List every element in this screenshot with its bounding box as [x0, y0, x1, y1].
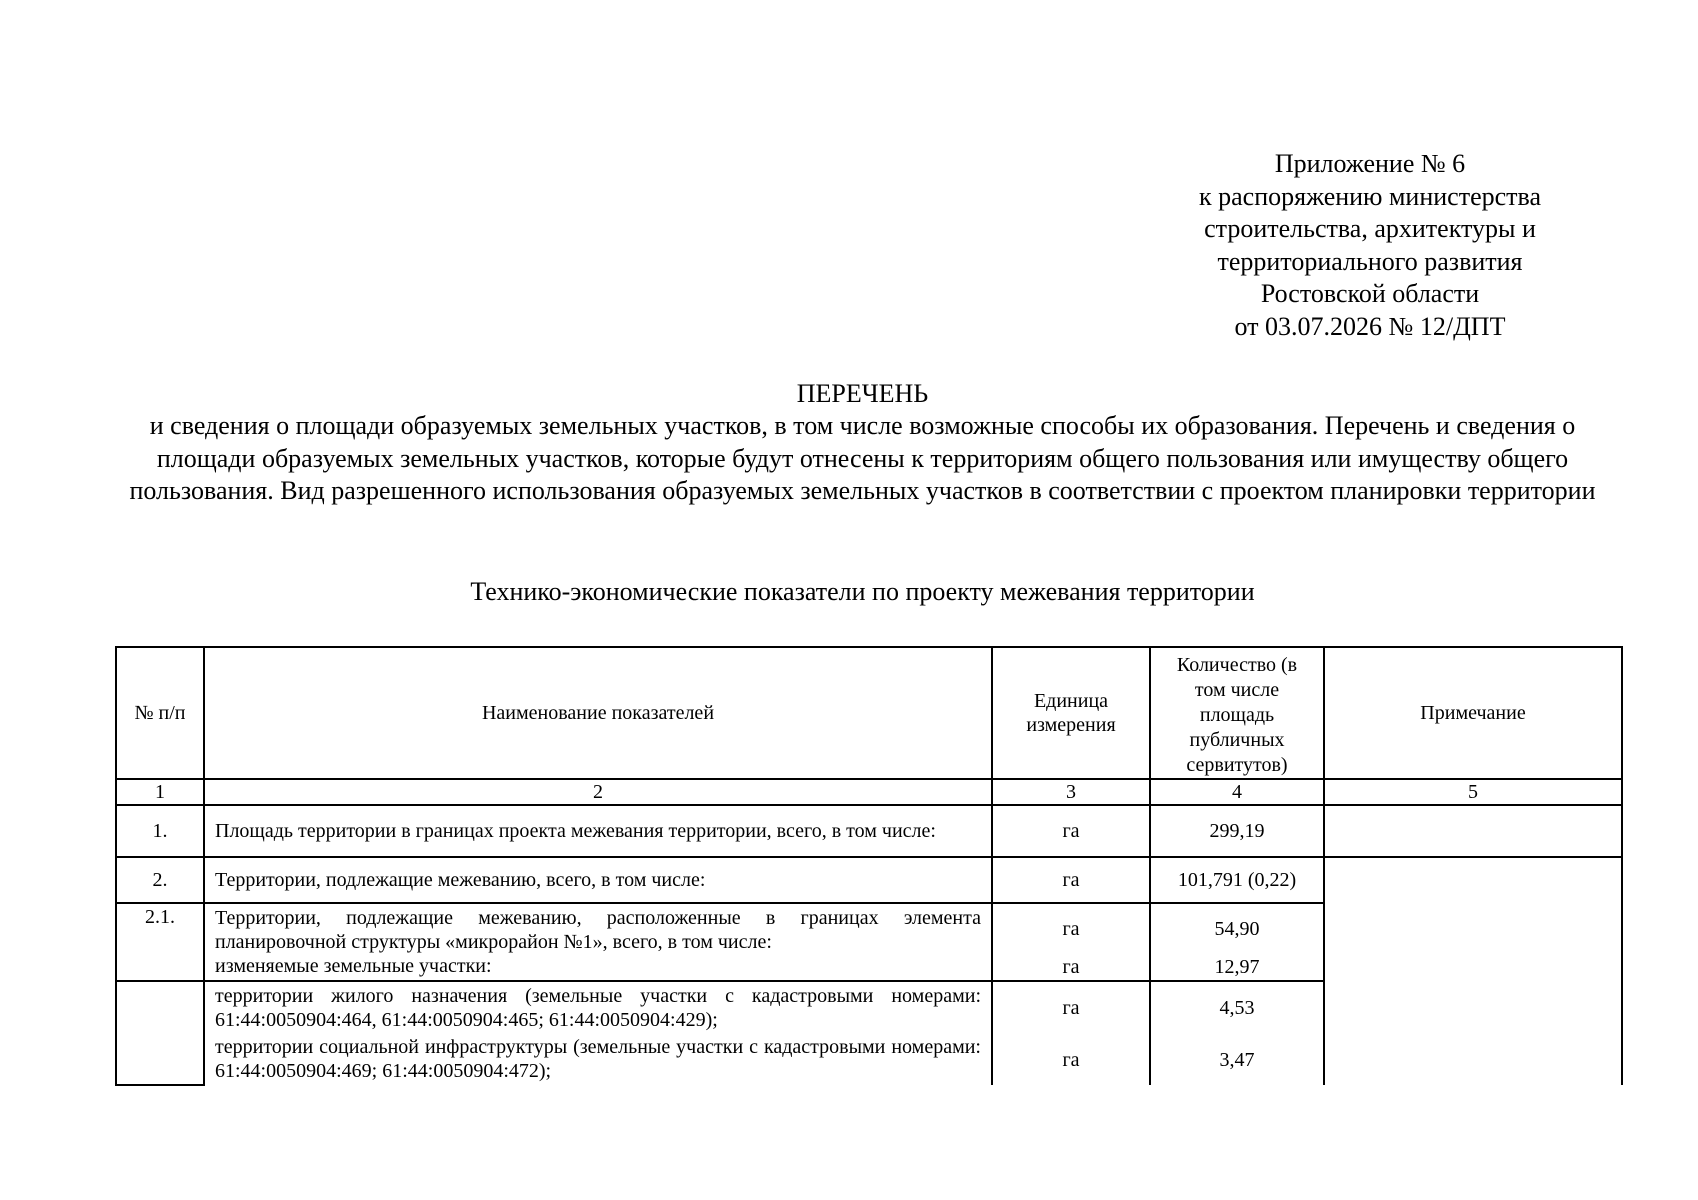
row-unit: га [1062, 1048, 1080, 1071]
header-num: № п/п [116, 647, 204, 779]
table-header-row [116, 647, 1622, 779]
row-num: 1. [116, 805, 204, 857]
header-qty: Количество (в том числе площадь публичных сервитутов) [1150, 647, 1324, 779]
row-unit: га [992, 857, 1150, 903]
table-row [116, 857, 1622, 903]
row-name-block [204, 981, 992, 1085]
table-row [116, 805, 1622, 857]
row-qty: 54,90 [1214, 918, 1260, 940]
appendix-line: к распоряжению министерства [1198, 181, 1541, 211]
header-unit: Единица измерения [992, 647, 1150, 779]
header-name: Наименование показателей [204, 647, 992, 779]
row-unit: га [1062, 918, 1080, 940]
row-qty: 101,791 (0,22) [1150, 857, 1324, 903]
row-qty: 4,53 [1219, 996, 1255, 1019]
indicators-table [115, 646, 1623, 1086]
row-qty-block [1150, 981, 1324, 1085]
row-name: территории социальной инфраструктуры (земельные участки с кадастровыми номерами: 61:44:0050904:469; 61:44:0050904:472); [215, 1036, 981, 1082]
column-number: 1 [116, 779, 204, 805]
appendix-line: территориального развития [1217, 246, 1523, 276]
row-qty: 299,19 [1150, 805, 1324, 857]
column-number: 2 [204, 779, 992, 805]
row-qty: 3,47 [1219, 1048, 1255, 1071]
row-unit: га [992, 805, 1150, 857]
header-note: Примечание [1324, 647, 1622, 779]
appendix-line: от 03.07.2026 № 12/ДПТ [1234, 311, 1506, 341]
row-num [116, 981, 204, 1085]
column-number: 4 [1150, 779, 1324, 805]
row-qty-block [1150, 903, 1324, 981]
table-title: Технико-экономические показатели по проекту межевания территории [470, 577, 1255, 606]
appendix-line: строительства, архитектуры и [1204, 214, 1536, 243]
row-name-block [204, 903, 992, 981]
column-number: 3 [992, 779, 1150, 805]
column-number-row [116, 779, 1622, 805]
row-unit-block [992, 903, 1150, 981]
row-name: Территории, подлежащие межеванию, всего, в том числе: [204, 857, 992, 903]
document-title: ПЕРЕЧЕНЬ [796, 379, 929, 408]
row-unit-block [992, 981, 1150, 1085]
appendix-line: Приложение № 6 [1274, 149, 1466, 178]
document-intro: и сведения о площади образуемых земельных участков, в том числе возможные способы их образования. Перечень и сведения о площади образуемых земельных участков, которые будут отнесены к территориям общего пользования или имуществу общего пользования. Вид разрешенного использования образуемых земельных участков в соответствии с проектом планировки территории [129, 411, 1596, 505]
row-subqty: 12,97 [1214, 956, 1260, 978]
row-subname: изменяемые земельные участки: [215, 955, 492, 977]
row-unit: га [1062, 996, 1080, 1019]
column-number: 5 [1324, 779, 1622, 805]
row-name: Территории, подлежащие межеванию, расположенные в границах элемента планировочной структуры «микрорайон №1», всего, в том числе: [215, 907, 981, 953]
row-note [1324, 857, 1622, 1085]
row-num: 2. [116, 857, 204, 903]
row-subunit: га [1062, 956, 1080, 978]
row-name: Площадь территории в границах проекта межевания территории, всего, в том числе: [204, 805, 992, 857]
row-num: 2.1. [116, 903, 204, 981]
appendix-line: Ростовской области [1260, 279, 1480, 308]
appendix-block [1140, 148, 1600, 343]
row-name: территории жилого назначения (земельные участки с кадастровыми номерами: 61:44:0050904:464, 61:44:0050904:465; 61:44:0050904:429); [215, 985, 981, 1031]
row-note [1324, 805, 1622, 857]
